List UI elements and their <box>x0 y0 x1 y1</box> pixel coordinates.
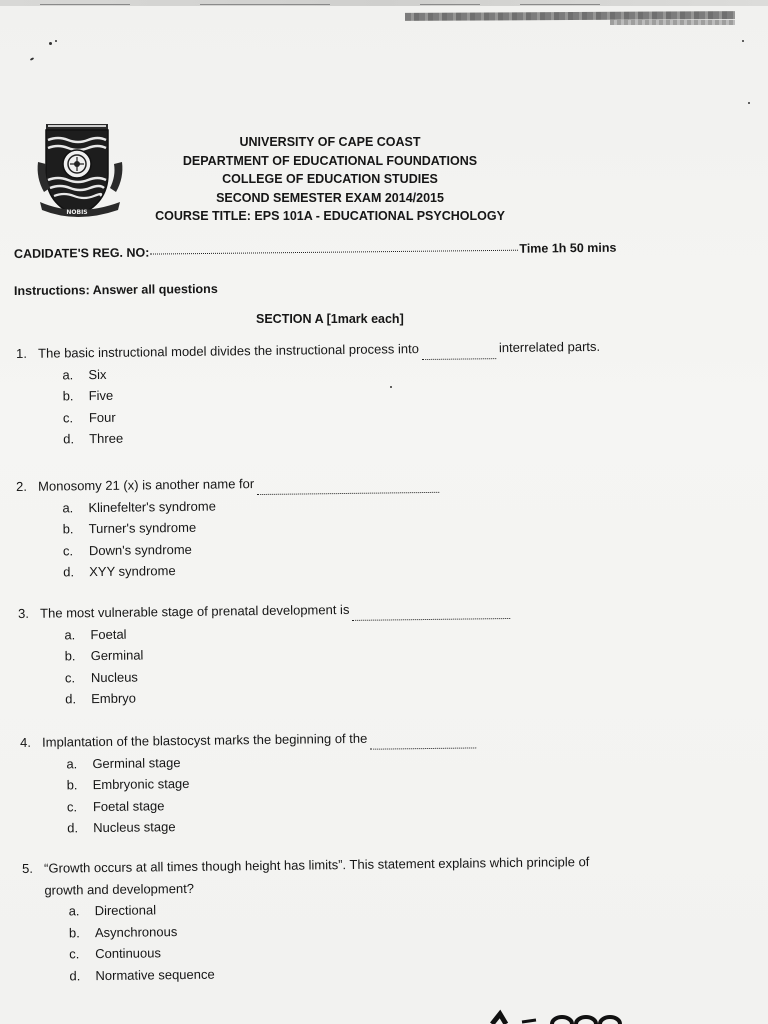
option-letter: a. <box>64 626 76 642</box>
section-title: SECTION A [1mark each] <box>256 312 404 326</box>
question-2 <box>16 471 443 584</box>
option-letter: b. <box>62 521 74 537</box>
option-text: Nucleus <box>90 669 138 685</box>
option-letter: b. <box>64 648 76 664</box>
option-text: Six <box>88 366 107 382</box>
answer-blank[interactable] <box>352 597 510 620</box>
question-number: 1. <box>16 345 28 361</box>
reg-no-label: CADIDATE'S REG. NO: <box>13 245 150 261</box>
option-letter: d. <box>67 820 79 836</box>
question-stem: The most vulnerable stage of prenatal development is <box>40 601 350 621</box>
university-name: UNIVERSITY OF CAPE COAST <box>239 135 421 149</box>
answer-blank[interactable] <box>422 337 496 359</box>
option-letter: c. <box>66 798 78 814</box>
option-letter: c. <box>64 669 76 685</box>
question-number: 5. <box>22 860 34 876</box>
option-letter: b. <box>62 388 74 404</box>
college-name: COLLEGE OF EDUCATION STUDIES <box>222 172 438 186</box>
question-stem-continued: growth and development? <box>44 880 195 898</box>
option-text: Embryo <box>91 690 137 707</box>
course-title: COURSE TITLE: EPS 101A - EDUCATIONAL PSYCHOLOGY <box>155 209 505 223</box>
option-text: Down's syndrome <box>88 541 192 558</box>
option-text: Klinefelter's syndrome <box>88 498 216 515</box>
option-letter: c. <box>62 542 74 558</box>
option-letter: a. <box>62 499 74 515</box>
option-letter: d. <box>65 691 77 707</box>
time-allowed: Time 1h 50 mins <box>519 240 617 256</box>
department-name: DEPARTMENT OF EDUCATIONAL FOUNDATIONS <box>182 153 478 168</box>
question-stem: Monosomy 21 (x) is another name for <box>38 476 255 494</box>
option-letter: d. <box>63 564 75 580</box>
instructions: Instructions: Answer all questions <box>13 281 218 298</box>
crest-motto: NOBIS <box>66 209 88 216</box>
option-text: Embryonic stage <box>92 775 190 793</box>
option-text: XYY syndrome <box>89 563 176 580</box>
exam-semester: SECOND SEMESTER EXAM 2014/2015 <box>216 190 444 205</box>
question-number: 3. <box>18 605 30 621</box>
option-d[interactable] <box>17 557 443 584</box>
option-letter: d. <box>63 431 75 447</box>
question-3 <box>18 597 515 711</box>
question-stem: “Growth occurs at all times though height has limits”. This statement explains which principle of <box>44 854 590 876</box>
question-5 <box>22 851 591 987</box>
option-letter: c. <box>62 409 74 425</box>
question-number: 4. <box>20 734 32 750</box>
option-text: Nucleus stage <box>93 819 176 836</box>
option-letter: d. <box>69 967 81 983</box>
option-text: Germinal <box>90 647 144 664</box>
option-d[interactable] <box>21 812 480 839</box>
option-text: Directional <box>94 902 157 919</box>
question-stem: Implantation of the blastocyst marks the beginning of the <box>42 730 368 750</box>
option-text: Asynchronous <box>94 923 178 940</box>
option-letter: b. <box>66 777 78 793</box>
option-letter: a. <box>62 366 74 382</box>
option-text: Foetal stage <box>92 797 165 814</box>
answer-blank[interactable] <box>257 471 439 495</box>
question-stem: The basic instructional model divides the instructional process into <box>38 341 420 361</box>
option-text: Three <box>89 430 124 447</box>
option-letter: a. <box>68 903 80 919</box>
option-letter: b. <box>68 924 80 940</box>
option-text: Continuous <box>95 945 162 962</box>
question-1 <box>16 336 601 451</box>
option-letter: a. <box>66 755 78 771</box>
option-text: Normative sequence <box>95 966 215 983</box>
question-number: 2. <box>16 478 28 494</box>
answer-blank[interactable] <box>370 726 476 749</box>
option-text: Foetal <box>90 626 127 642</box>
option-text: Germinal stage <box>92 754 181 771</box>
bottom-edge-marking <box>486 1006 626 1024</box>
option-text: Five <box>88 387 114 404</box>
option-text: Turner's syndrome <box>88 519 197 537</box>
question-4 <box>20 726 480 839</box>
option-text: Four <box>88 409 116 425</box>
option-letter: c. <box>69 946 80 962</box>
question-stem-end: interrelated parts. <box>498 338 601 356</box>
